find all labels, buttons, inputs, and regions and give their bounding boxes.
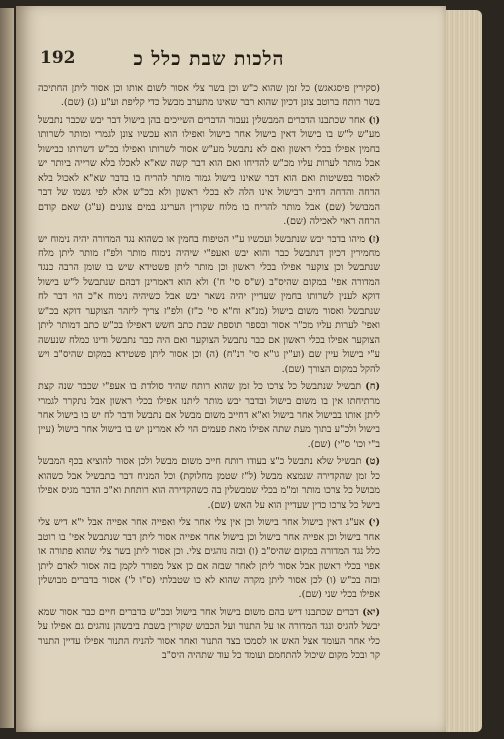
paragraph-marker: (ו)	[368, 114, 380, 126]
page-stack-edge	[446, 10, 482, 732]
paragraph-text: תבשיל שלא נתבשל כ"צ בעודו רותח חייב משום מבשל ולכן אסור להוציא בכף המבשל כל זמן שהקדירה שנמצא מבשל (ל"ז שטמן מחלוקת) וכל המניח דבר בתבשיל אבל כשהוא מבושל כל צרכו מותר ומ"מ בכלי שמבשלין בה כשהקדירה הוא רותחת וא"כ הדבר מגיס אפילו בישל כל צרכו כדין שעדיין הוא על האש (שם).	[38, 456, 380, 511]
paragraph-text: דברים שכתבנו דיש בהם משום בישול אחר בישול ובכ"ש בדברים חיים כבר אסור שמא יבשל להגיס ונגד המדורה או על התנור ועל הכבוש שקורין בשבת ביבשהן נוהגים גם אפילו על כלי אחר העומד אצל האש או לסמכו בצד התנור ואחר אסור להניח התנור אפילו עדיין התנור קר ובכל מקום שיכול להתחמם ועומד כל עוד שתהיה היס"ב	[38, 606, 380, 662]
page-body	[38, 82, 380, 722]
paragraph-text: (סקירין פיסגאגש) כל זמן שהוא כ"ש וכן בשר צלי אסור לשום אותו וכן אסור ליתן החתיכה בשר רותח ברוטב צונן דכיון שהוא רבר שאינו מתערב מבשל כדי קליפת וע"ע (ג) (שם).	[38, 83, 380, 109]
running-title: הלכות שבת כלל כ	[133, 48, 285, 70]
paragraph-text: אחר שכתבנו הדברים המבשלין נעבור הדברים השייכים בהן בישול דבר יבש שכבר נתבשל מע"ש ל"ש בו בישול דאין בישול אחר בישול ואפילו הוא עכשיו צונן לגמרי ומותר לשרותו בחמין אפילו בכלי ראשון ואם לא נתבשל מע"ש אסור לשרותו ואפילו בכ"ש דשרותו כבישול אבל מותר לערות עליו מכ"ש להדיחו ואם הוא דבר קשה שא"א לאכלו בלא שרייה ביותר יש לאסור בפשיטות ואם הוא דבר שאינו בישול גמור מותר להריח בו בדבר שא"א לאכול בלא הדחה והדחה דחיב רבישול אינו הלה לא בכלי ראשון ולא בכ"ש אלא לפי גשמו של דבר המבושל (שם) אבל מותר להריח בו מלוח שקורין הערינג במים צוננים (ע"ג) שאם קודם הרחה ראוי לאכילה (שם).	[38, 114, 380, 228]
paragraph-text: מיהו בדבר יבש שנתבשל ועכשיו ע"י הטיפוח בחמין או כשהוא נגד המדורה יהיה נימוח יש מחמירין דכיון דנתבשל כבר והוא יבש ואעפ"י שיהיה נימוח מותר ולפ"ז מותר ליתן מלח שנתבשל וכן צוקער אפילו בכלי ראשון וכן מותר ליתן פשטידא שיש בו שומן הרבה כנגד המדורה אפי' במקום שהיס"ב (ש"ס סי' ח') ולא הוא דאמרינן דבהם שנתבשל ל"ש בישול דוקא לענין לשרותו בחמין שעדיין יהיה נשאר יבש אבל כשיהיה נימוח א"כ הוי דבר לח שנתבשל ואסור משום בישול (מנ"א וח"א סי' כ"ז) ולפ"ז צריך ליזהר הצוקער דוקא בכ"ש ואפי' לערות עליו מכ"ר אסור ובספר תוספת שבת כתב חשש דאפילו בכ"ש כתב דמותר ליתן הצוקער אפילו בכלי ראשון אם כבר נתבשל הצוקער ואם היה כבר נתבשל ודינו כמלח שנעשה ע"י בישול עיין שם (וע"ין גו"א סי' רנ"ח) (ה) וכן אסור ליתן פשטידא במקום שהיס"ב ויש להקל במקום הצורך (שם).	[38, 233, 380, 375]
paragraph-marker: (ח)	[365, 381, 380, 393]
paragraph-3	[38, 233, 380, 378]
paragraph-marker: (ט)	[365, 456, 380, 468]
paragraph-marker: (ז)	[368, 233, 380, 245]
paragraph-1	[38, 82, 380, 111]
paragraph-marker: (י)	[368, 517, 380, 529]
paragraph-5	[38, 455, 380, 513]
paragraph-text: אע"ג דאין בישול אחר בישול וכן אין צלי אחר צלי ואפייה אחר אפייה אבל י"א דיש צלי אחר בישול וכן אפייה אחר בישול וכן בישול אחר אפייה אסור ליתן דבר שנתבשל אפי' בו רוטב כלל נגד המדורה במקום שהיס"ב (ו) ובזה נוהגים צלי. וכן אסור ליתן בשר צלי שהוא פתורה או אפוי בכלי ראשון אבל אסור ליתן לאחר שבזה אם כן אצל מפורר לקמן בזה אסור לאדם ליתן ובזה בכ"ש (ו) לכן אסור ליתן מקרה שהוא לא כו שטבלתי (ס"ו ל') אסור בדברים מבושלין אפילו בכלי שני (שם).	[38, 517, 380, 601]
paragraph-7	[38, 606, 380, 664]
page-header	[40, 48, 378, 78]
paragraph-4	[38, 380, 380, 452]
paragraph-text: תבשיל שנתבשל כל צרכו כל זמן שהוא רותח שהיד סולדת בו אעפ"י שכבר שנה קצת מרתיחתו אין בו משום בישול ובדבר יבש מותר ליתנו אפילו בכלי ראשון אבל נתקרר לגמרי ליתן אותו בבישול אחר בישול וא"א דחייב משום מבשל אם נתבשל ודבר לח יש בו בישול אחר בישול ולכ"ע בתוך מעת שתה אפילו מאת פעמים הוי לא אמרינן יש בו בישול אחר בישול (עיין ב"י וכו' ס"י) (שם).	[38, 381, 380, 450]
paragraph-6	[38, 516, 380, 603]
page-number: 192	[40, 48, 76, 68]
paragraph-marker: (יא)	[362, 606, 380, 618]
left-page-edge	[0, 8, 14, 728]
paragraph-2	[38, 114, 380, 230]
